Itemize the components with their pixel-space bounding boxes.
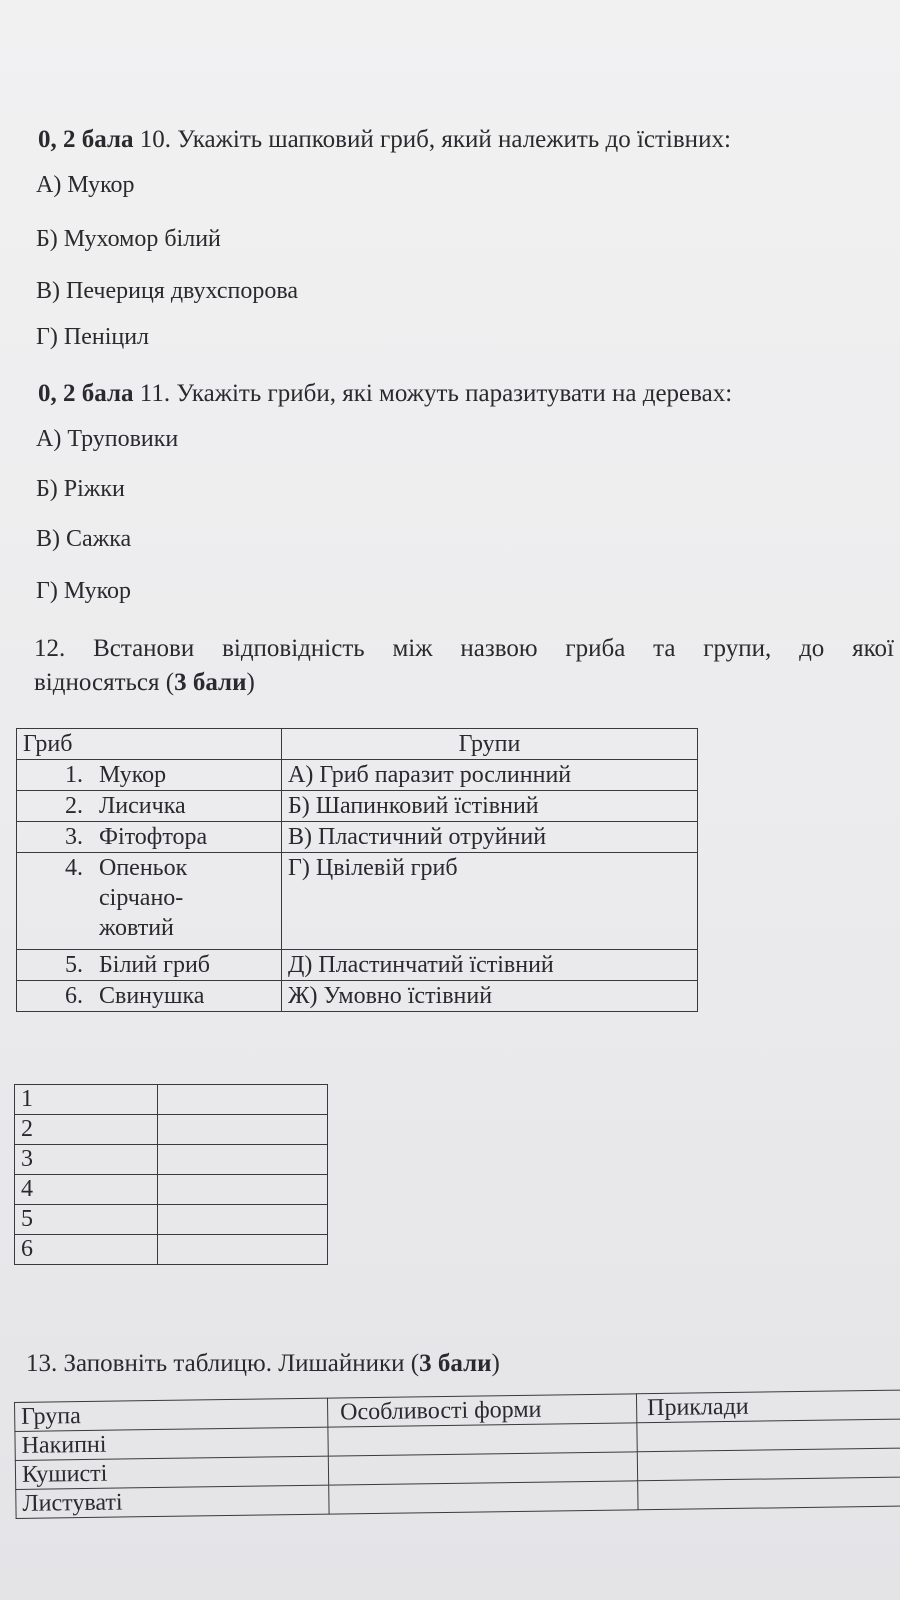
header-form-features: Особливості форми — [327, 1394, 636, 1427]
group-name: А) Гриб паразит рослинний — [282, 760, 698, 791]
q12-line2-text: відносяться ( — [34, 669, 175, 696]
group-name: В) Пластичний отруйний — [282, 822, 698, 853]
answer-number: 6 — [15, 1235, 158, 1265]
q12-word: Встанови — [93, 635, 195, 662]
q12-points: 3 бали — [174, 669, 247, 696]
matching-table — [16, 728, 698, 1012]
question-11-points: 0, 2 бала — [38, 380, 134, 407]
q11-option-c: В) Сажка — [36, 526, 132, 552]
answer-row — [15, 1235, 328, 1265]
question-13-points: 3 бали — [419, 1350, 492, 1377]
q12-word: якої — [852, 635, 894, 662]
question-12-line-2 — [34, 666, 894, 700]
header-examples: Приклади — [636, 1390, 900, 1423]
question-10 — [38, 126, 731, 154]
question-11 — [38, 380, 732, 408]
row-number: 3. — [65, 824, 83, 850]
question-12-line-1 — [34, 632, 894, 666]
q12-word: до — [799, 635, 825, 662]
q10-option-c: В) Печериця двухспорова — [36, 278, 299, 304]
q11-option-a: А) Труповики — [36, 426, 179, 452]
table-row — [17, 760, 698, 791]
q12-word: групи, — [703, 635, 772, 662]
table-row — [17, 950, 698, 981]
answer-number: 1 — [15, 1085, 158, 1115]
q12-word: між — [392, 635, 433, 662]
answer-row — [15, 1205, 328, 1235]
group-name: Д) Пластинчатий їстівний — [282, 950, 698, 981]
lichen-example-cell[interactable] — [637, 1419, 900, 1452]
group-name: Г) Цвілевій гриб — [282, 853, 698, 950]
fungus-name: Свинушка — [99, 983, 205, 1009]
fungus-name: Опеньок сірчано-жовтий — [99, 855, 188, 941]
table-row — [17, 981, 698, 1012]
answer-row — [15, 1085, 328, 1115]
row-number: 2. — [65, 793, 83, 819]
header-groups: Групи — [282, 729, 698, 760]
answer-number: 4 — [15, 1175, 158, 1205]
lichen-form-cell[interactable] — [329, 1481, 638, 1514]
q12-line2-end: ) — [246, 669, 255, 696]
question-13 — [26, 1350, 500, 1378]
lichen-table — [14, 1390, 900, 1519]
row-number: 5. — [65, 952, 83, 978]
question-13-text: 13. Заповніть таблицю. Лишайники ( — [26, 1350, 420, 1377]
lichen-form-cell[interactable] — [328, 1452, 637, 1485]
answer-cell[interactable] — [158, 1115, 328, 1145]
fungus-name: Білий гриб — [99, 952, 211, 978]
table-row — [17, 822, 698, 853]
table-row — [17, 791, 698, 822]
header-group: Група — [15, 1398, 328, 1431]
question-13-end: ) — [491, 1350, 500, 1377]
group-name: Б) Шапинковий їстівний — [282, 791, 698, 822]
answer-number: 2 — [15, 1115, 158, 1145]
q12-word: відповідність — [222, 635, 365, 662]
answer-row — [15, 1145, 328, 1175]
row-number: 4. — [65, 855, 83, 881]
q11-option-d: Г) Мукор — [36, 578, 132, 604]
q10-option-d: Г) Пеніцил — [36, 324, 150, 350]
lichen-example-cell[interactable] — [637, 1448, 900, 1481]
q10-option-b: Б) Мухомор білий — [36, 226, 221, 252]
answer-cell[interactable] — [158, 1085, 328, 1115]
answer-cell[interactable] — [158, 1235, 328, 1265]
answer-number: 5 — [15, 1205, 158, 1235]
answer-row — [15, 1175, 328, 1205]
answer-cell[interactable] — [158, 1205, 328, 1235]
group-name: Ж) Умовно їстівний — [282, 981, 698, 1012]
q10-option-a: А) Мукор — [36, 172, 135, 198]
header-fungus: Гриб — [17, 729, 282, 760]
answer-row — [15, 1115, 328, 1145]
q12-word: 12. — [34, 635, 66, 662]
q12-word: та — [653, 635, 676, 662]
lichen-example-cell[interactable] — [638, 1477, 900, 1510]
fungus-name: Фітофтора — [99, 824, 208, 850]
question-10-text: 10. Укажіть шапковий гриб, який належить до їстівних: — [139, 126, 731, 153]
row-number: 6. — [65, 983, 83, 1009]
q11-option-b: Б) Ріжки — [36, 476, 125, 502]
answer-number: 3 — [15, 1145, 158, 1175]
lichen-group: Кушисті — [15, 1456, 328, 1489]
answer-table — [14, 1084, 328, 1265]
lichen-group: Накипні — [15, 1427, 328, 1460]
question-10-points: 0, 2 бала — [38, 126, 134, 153]
question-11-text: 11. Укажіть гриби, які можуть паразитувати на деревах: — [139, 380, 733, 407]
answer-cell[interactable] — [158, 1175, 328, 1205]
row-number: 1. — [65, 762, 83, 788]
q12-word: гриба — [565, 635, 626, 662]
question-12 — [34, 632, 894, 700]
lichen-form-cell[interactable] — [328, 1423, 637, 1456]
lichen-group: Листуваті — [16, 1485, 329, 1518]
table-header-row — [17, 729, 698, 760]
fungus-name: Лисичка — [99, 793, 186, 819]
fungus-name: Мукор — [99, 762, 167, 788]
answer-cell[interactable] — [158, 1145, 328, 1175]
q12-word: назвою — [460, 635, 538, 662]
table-row — [17, 853, 698, 950]
